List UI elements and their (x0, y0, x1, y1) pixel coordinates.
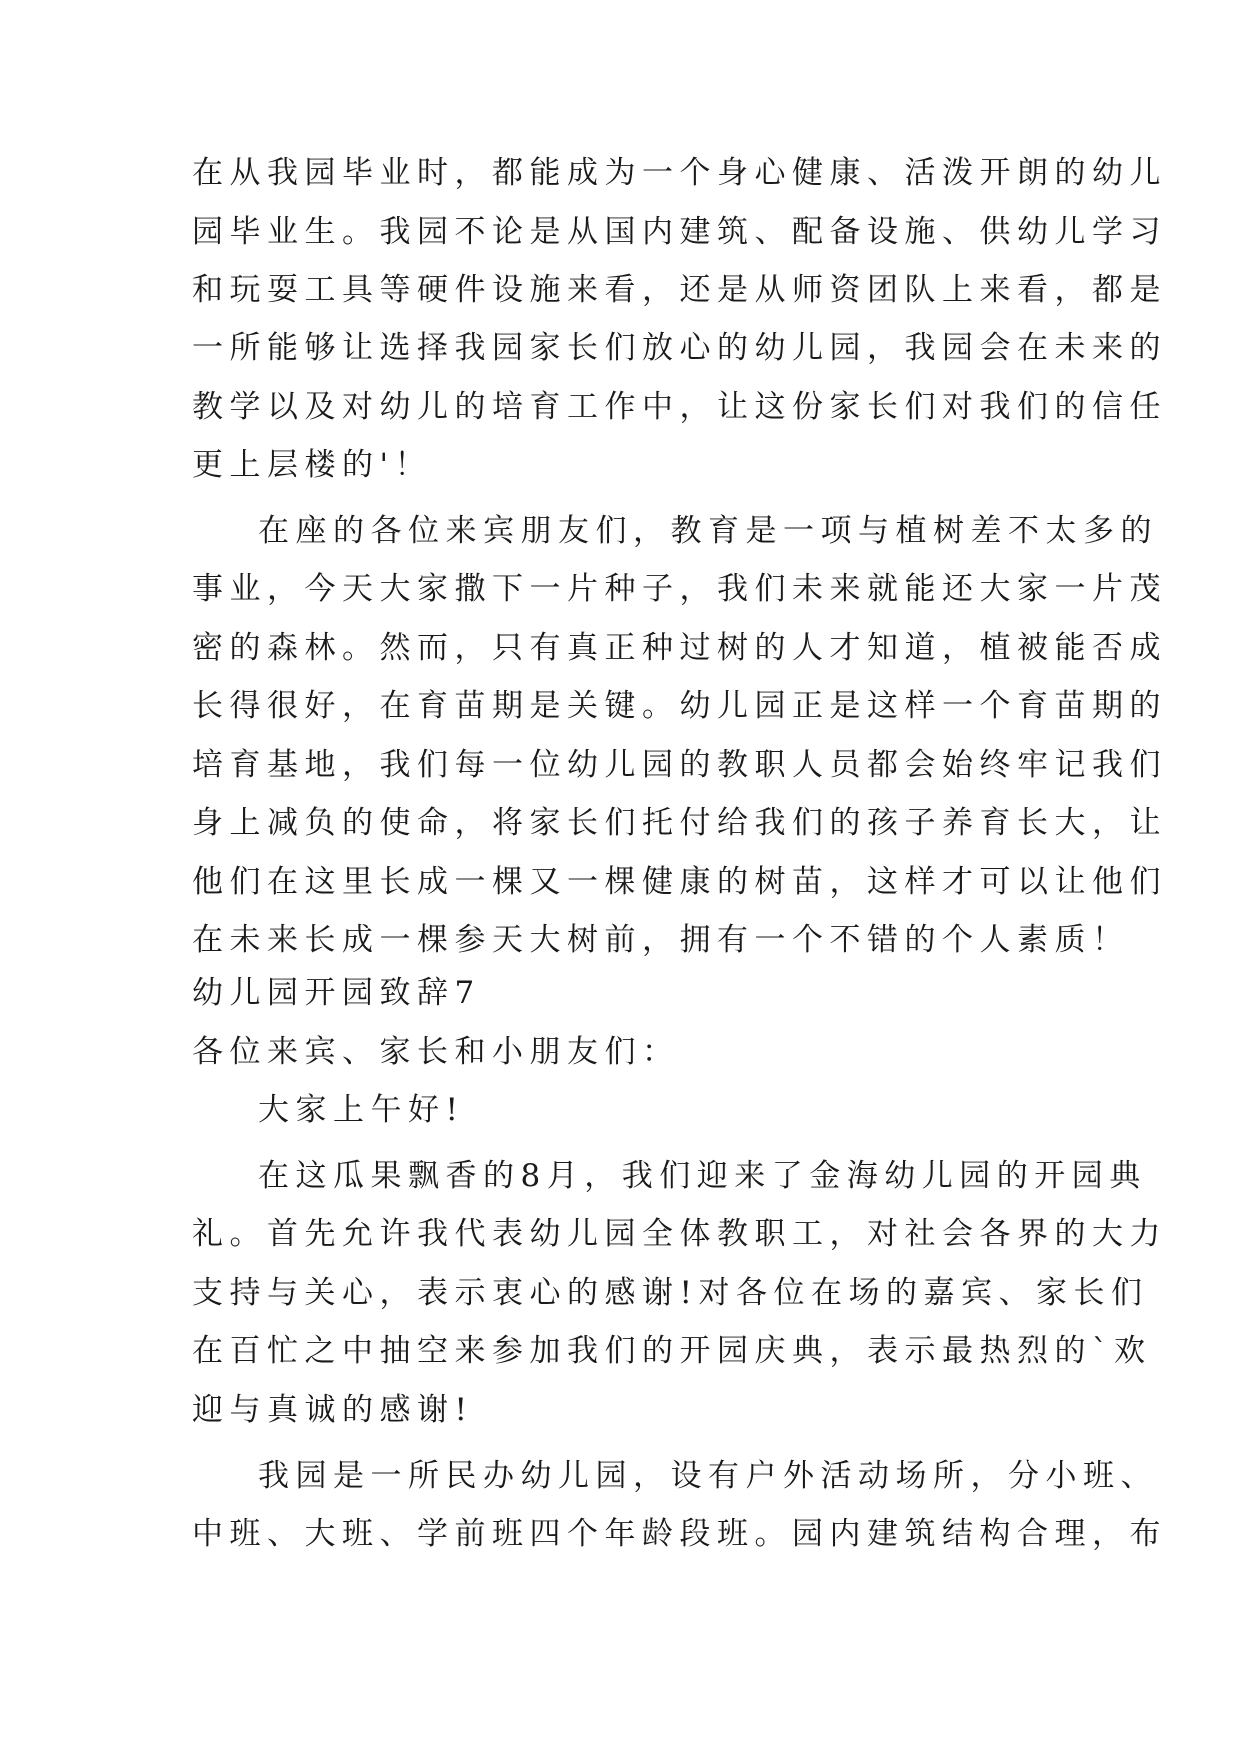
paragraph-line: 密的森林。然而，只有真正种过树的人才知道，植被能否成 (192, 630, 1167, 666)
paragraph-line: 在这瓜果飘香的8月，我们迎来了金海幼儿园的开园典 (258, 1158, 1147, 1194)
paragraph-line: 在百忙之中抽空来参加我们的开园庆典，表示最热烈的`欢 (192, 1333, 1152, 1369)
paragraph-line: 礼。首先允许我代表幼儿园全体教职工，对社会各界的大力 (192, 1216, 1167, 1252)
paragraph-line: 一所能够让选择我园家长们放心的幼儿园，我园会在未来的 (192, 330, 1167, 366)
greeting: 大家上午好! (258, 1092, 465, 1128)
paragraph-line: 中班、大班、学前班四个年龄段班。园内建筑结构合理，布 (192, 1516, 1167, 1552)
paragraph-line: 身上减负的使命，将家长们托付给我们的孩子养育长大，让 (192, 805, 1167, 841)
paragraph-line: 在座的各位来宾朋友们，教育是一项与植树差不太多的 (258, 513, 1158, 549)
paragraph-line: 在未来长成一棵参天大树前，拥有一个不错的个人素质！ (192, 922, 1130, 958)
paragraph-line: 更上层楼的'！ (192, 447, 433, 483)
paragraph-line: 在从我园毕业时，都能成为一个身心健康、活泼开朗的幼儿 (192, 155, 1167, 191)
paragraph-line: 迎与真诚的感谢! (192, 1392, 474, 1428)
paragraph-line: 事业，今天大家撒下一片种子，我们未来就能还大家一片茂 (192, 571, 1167, 607)
paragraph-line: 长得很好，在育苗期是关键。幼儿园正是这样一个育苗期的 (192, 688, 1167, 724)
paragraph-line: 我园是一所民办幼儿园，设有户外活动场所，分小班、 (258, 1458, 1158, 1494)
salutation: 各位来宾、家长和小朋友们： (192, 1034, 680, 1070)
section-heading: 幼儿园开园致辞7 (192, 975, 481, 1011)
paragraph-line: 支持与关心，表示衷心的感谢!对各位在场的嘉宾、家长们 (192, 1275, 1149, 1311)
paragraph-line: 教学以及对幼儿的培育工作中，让这份家长们对我们的信任 (192, 389, 1167, 425)
paragraph-line: 他们在这里长成一棵又一棵健康的树苗，这样才可以让他们 (192, 864, 1167, 900)
paragraph-line: 园毕业生。我园不论是从国内建筑、配备设施、供幼儿学习 (192, 214, 1167, 250)
paragraph-line: 培育基地，我们每一位幼儿园的教职人员都会始终牢记我们 (192, 747, 1167, 783)
paragraph-line: 和玩耍工具等硬件设施来看，还是从师资团队上来看，都是 (192, 272, 1167, 308)
